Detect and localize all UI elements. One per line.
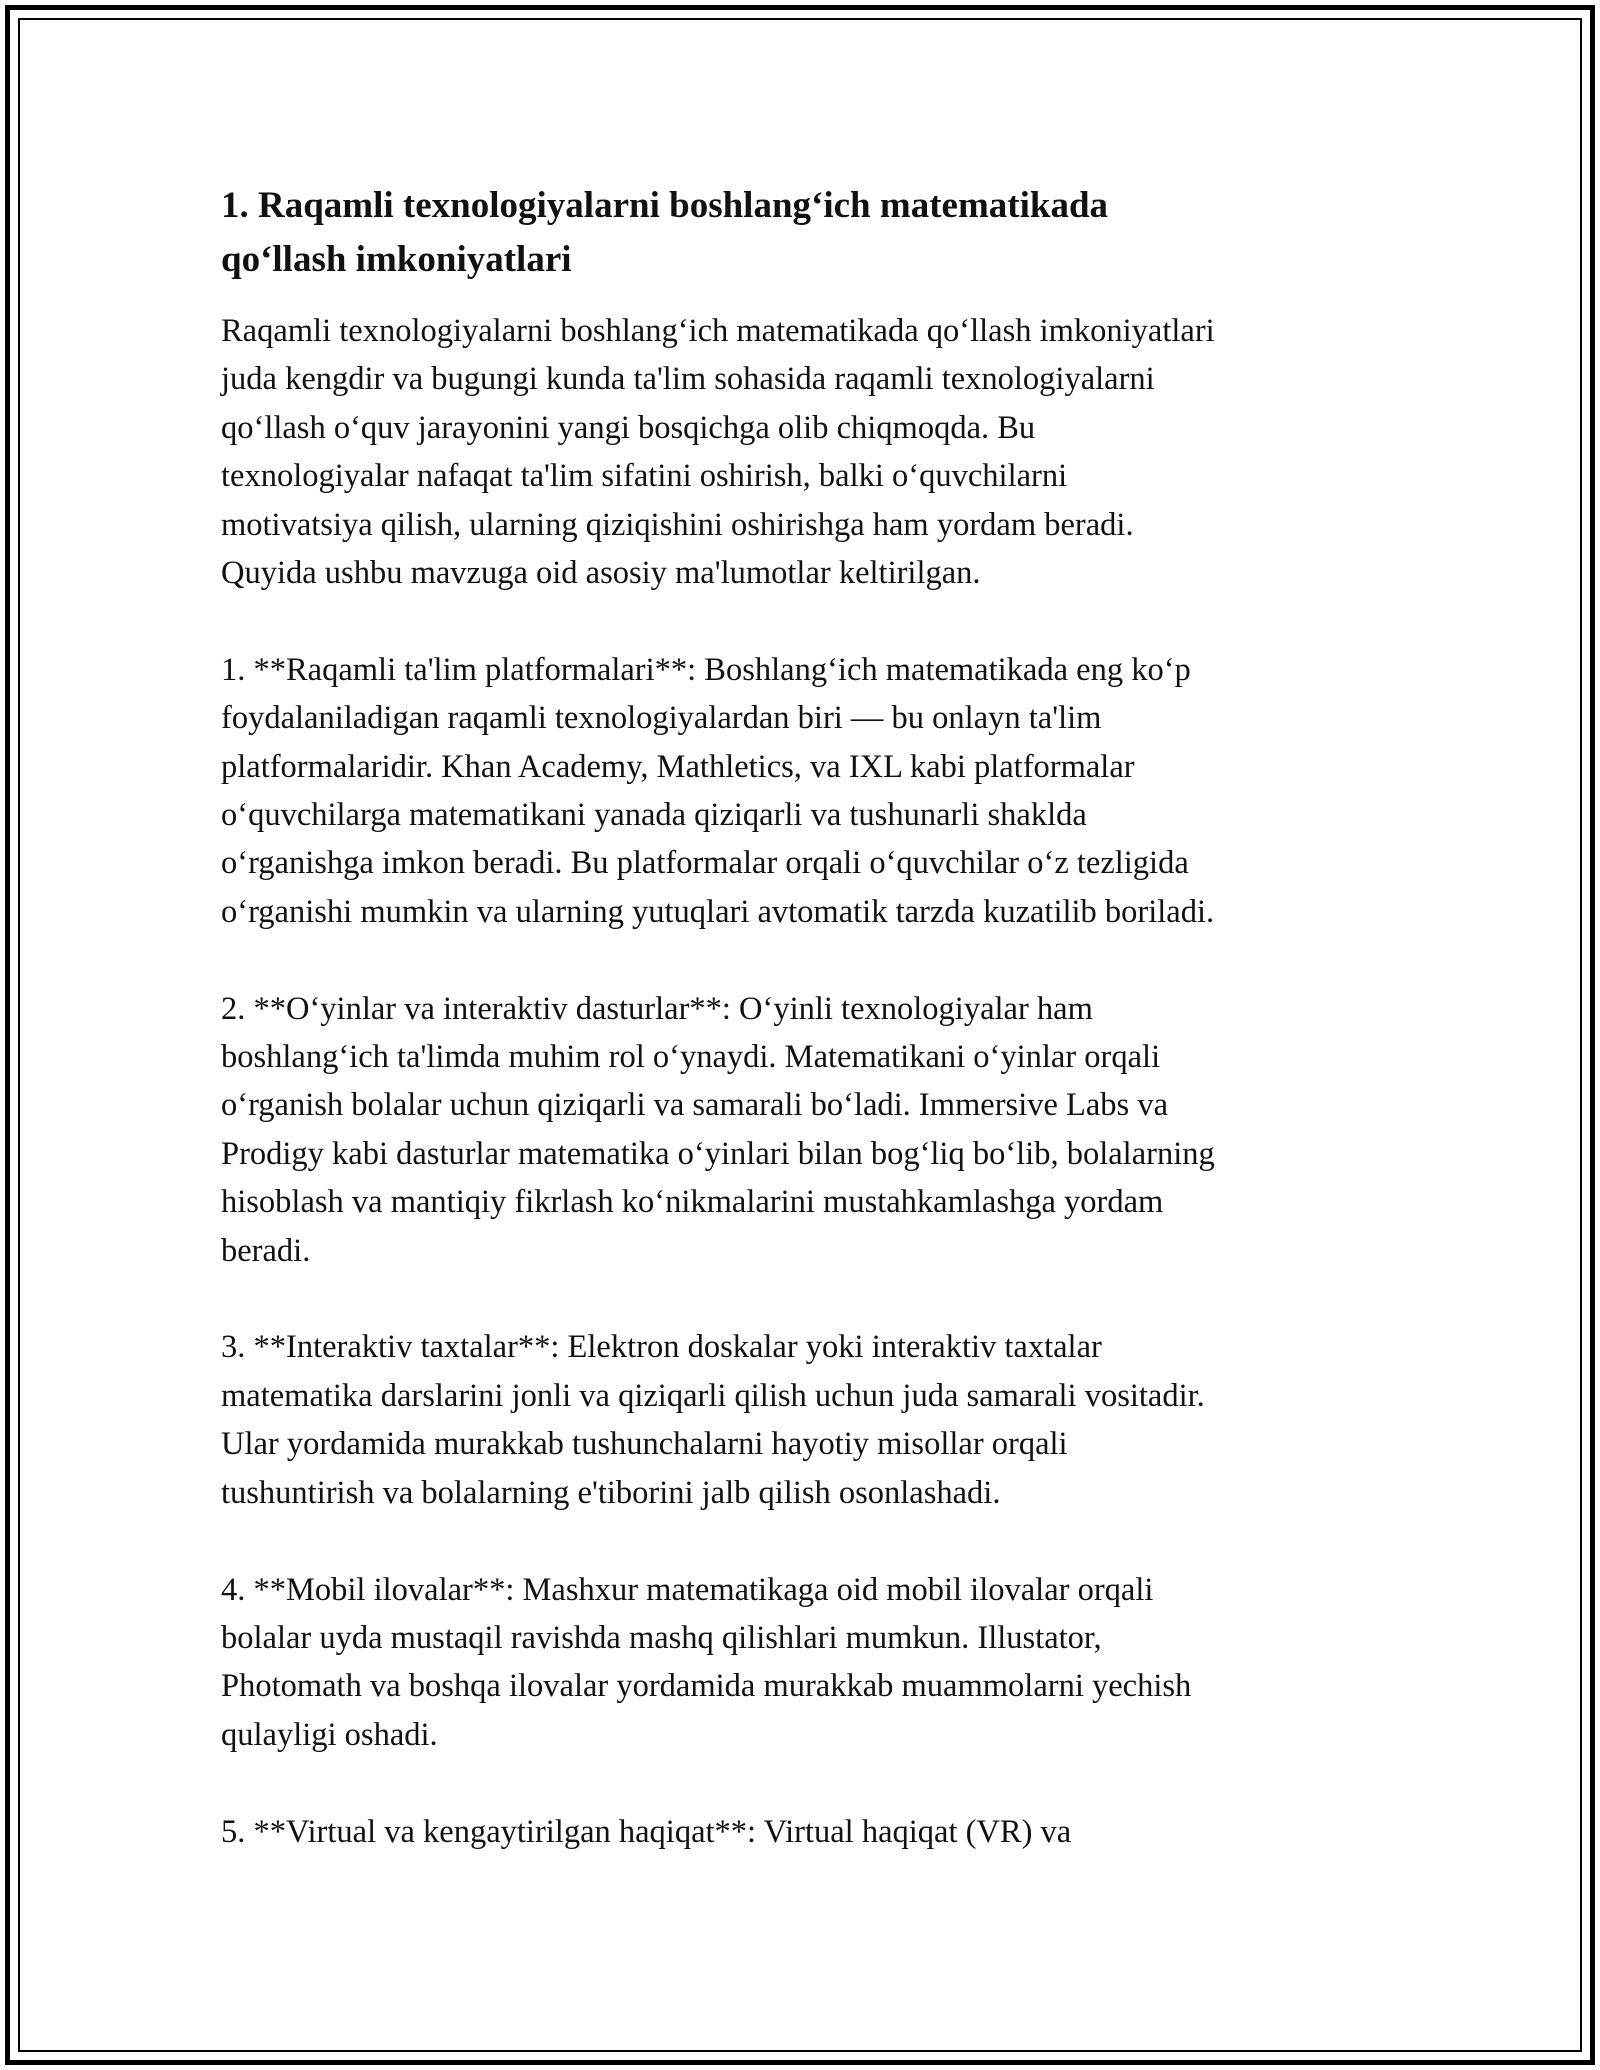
item-5-paragraph: 5. **Virtual va kengaytirilgan haqiqat**: Virtual haqiqat (VR) va — [221, 1813, 1072, 1850]
item-4-paragraph: 4. **Mobil ilovalar**: Mashxur matematikaga oid mobil ilovalar orqali bolalar uyda mustaqil ravishda mashq qilishlari mumkun. Illustator, Photomath va boshqa ilovalar yordamida murakkab muammolarni yechish qulayligi oshadi. — [221, 1571, 1192, 1753]
item-1-paragraph: 1. **Raqamli ta'lim platformalari**: Boshlang‘ich matematikada eng ko‘p foydalaniladigan raqamli texnologiyalardan biri — bu onlayn ta'lim platformalaridir. Khan Academy, Mathletics, va IXL kabi platformalar o‘quvchilarga matematikani yanada qiziqarli va tushunarli shaklda o‘rganishga imkon beradi. Bu platformalar orqali o‘quvchilar o‘z tezligida o‘rganishi mumkin va ularning yutuqlari avtomatik tarzda kuzatilib boriladi. — [221, 651, 1215, 930]
item-3-paragraph: 3. **Interaktiv taxtalar**: Elektron doskalar yoki interaktiv taxtalar matematika darslarini jonli va qiziqarli qilish uchun juda samarali vositadir. Ular yordamida murakkab tushunchalarni hayotiy misollar orqali tushuntirish va bolalarning e'tiborini jalb qilish osonlashadi. — [221, 1329, 1205, 1511]
intro-paragraph: Raqamli texnologiyalarni boshlang‘ich matematikada qo‘llash imkoniyatlari juda kengdir va bugungi kunda ta'lim sohasida raqamli texnologiyalarni qo‘llash o‘quv jarayonini yangi bosqichga olib chiqmoqda. Bu texnologiyalar nafaqat ta'lim sifatini oshirish, balki o‘quvchilarni motivatsiya qilish, ularning qiziqishini oshirishga ham yordam beradi. Quyida ushbu mavzuga oid asosiy ma'lumotlar keltirilgan. — [221, 313, 1215, 592]
item-2-paragraph: 2. **O‘yinlar va interaktiv dasturlar**: O‘yinli texnologiyalar ham boshlang‘ich ta'limda muhim rol o‘ynaydi. Matematikani o‘yinlar orqali o‘rganish bolalar uchun qiziqarli va samarali bo‘ladi. Immersive Labs va Prodigy kabi dasturlar matematika o‘yinlari bilan bog‘liq bo‘lib, bolalarning hisoblash va mantiqiy fikrlash ko‘nikmalarini mustahkamlashga yordam beradi. — [221, 990, 1215, 1269]
section-heading: 1. Raqamli texnologiyalarni boshlang‘ich matematikada qo‘llash imkoniyatlari — [221, 185, 1109, 280]
document-body — [221, 179, 1381, 1904]
